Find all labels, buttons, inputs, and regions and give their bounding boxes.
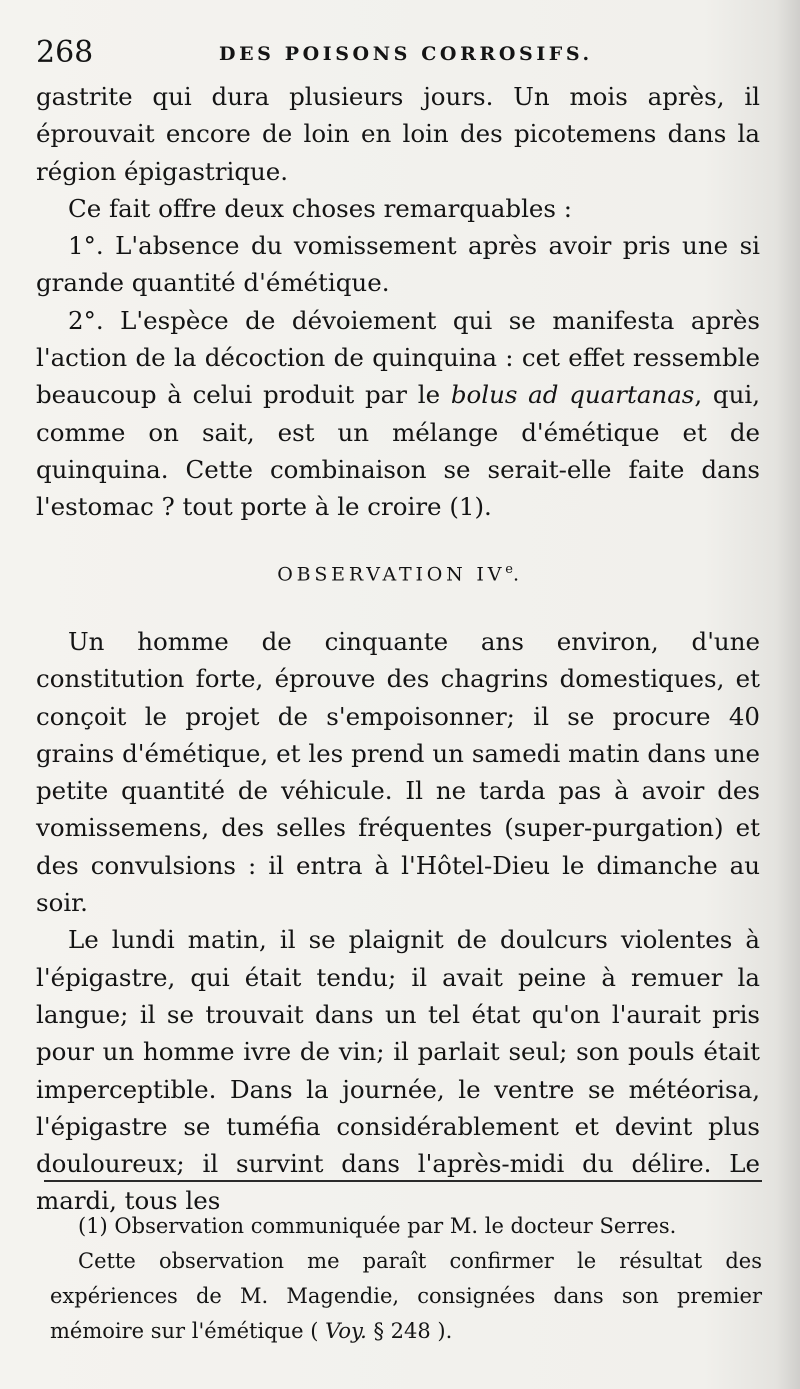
paragraph-continuation: gastrite qui dura plusieurs jours. Un mois après, il éprouvait encore de loin en loin des picotemens dans la région épigastrique.: [36, 82, 760, 186]
text-block-top: [36, 78, 760, 526]
footnote-2: [50, 1244, 762, 1349]
point-2-text-end: , qui, comme on sait, est un mélange d'émétique et de quinquina. Cette combinaison se serait-elle faite dans l'estomac ? tout porte à le croire (1).: [36, 380, 760, 522]
paragraph-case-description: Un homme de cinquante ans environ, d'une constitution forte, éprouve des chagrins domestiques, et conçoit le projet de s'empoisonner; il se procure 40 grains d'émétique, et les prend un samedi matin dans une petite quantité de véhicule. Il ne tarda pas à avoir des vomissemens, des selles fréquentes (super-purgation) et des convulsions : il entra à l'Hôtel-Dieu le dimanche au soir.: [36, 627, 760, 918]
observation-heading: [0, 556, 800, 588]
footnote-2-text-start: Cette observation me paraît confirmer le résultat des expériences de M. Magendie, consignées dans son premier mémoire sur l'émétique (: [50, 1249, 762, 1343]
text-block-bottom: [36, 623, 760, 1220]
running-head: DES POISONS CORROSIFS.: [219, 43, 593, 65]
point-2-latin-term: bolus ad quartanas: [450, 380, 695, 410]
paragraph-point-1: 1°. L'absence du vomissement après avoir pris une si grande quantité d'émétique.: [36, 231, 760, 298]
page-number: 268: [36, 35, 94, 70]
footnote-1: (1) Observation communiquée par M. le docteur Serres.: [78, 1214, 677, 1238]
footnote-2-text-end: § 248 ).: [366, 1319, 453, 1343]
observation-heading-end: .: [512, 563, 523, 586]
page-header: [36, 36, 760, 70]
footnotes: [50, 1209, 762, 1349]
paragraph-monday: Le lundi matin, il se plaignit de doulcurs violentes à l'épigastre, qui était tendu; il avait peine à remuer la langue; il se trouvait dans un tel état qu'on l'aurait pris pour un homme ivre de vin; il parlait seul; son pouls était imperceptible. Dans la journée, le ventre se météorisa, l'épigastre se tuméfia considérablement et devint plus douloureux; il survint dans l'après-midi du délire. Le mardi, tous les: [36, 925, 760, 1216]
observation-heading-text: OBSERVATION IV: [277, 563, 506, 586]
paragraph-point-2: [36, 302, 760, 526]
paragraph-remarks-intro: Ce fait offre deux choses remarquables :: [68, 193, 573, 223]
footnote-rule: [44, 1180, 762, 1182]
footnote-2-italic: Voy.: [325, 1319, 367, 1343]
observation-heading-sup: e: [505, 562, 513, 577]
point-2-text-start: 2°. L'espèce de dévoiement qui se manifesta après l'action de la décoction de quinquina : cet effet ressemble beaucoup à celui produit par le: [36, 305, 760, 410]
